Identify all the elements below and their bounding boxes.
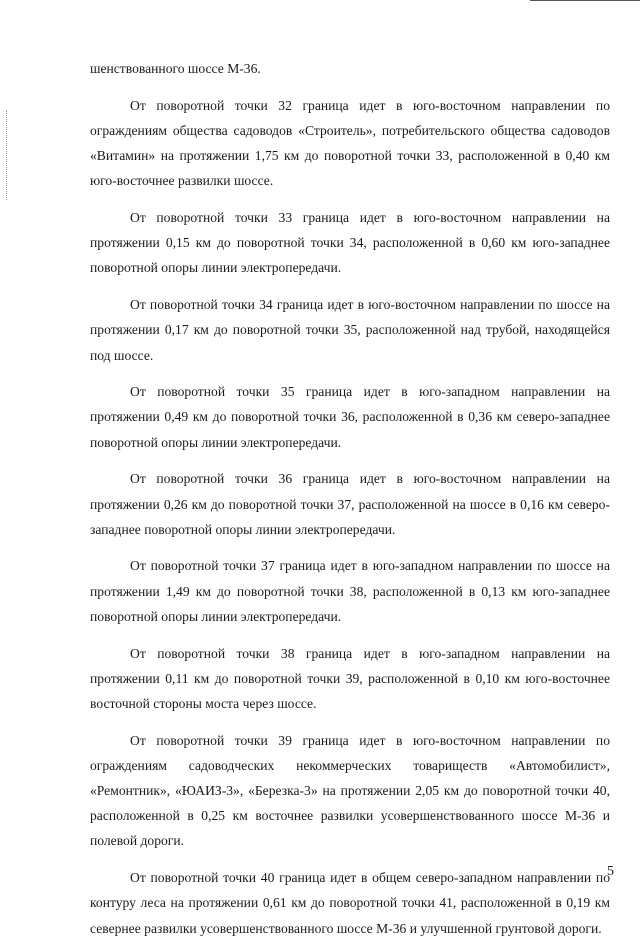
paragraph-point-38: От поворотной точки 38 граница идет в юго-западном направлении на протяжении 0,11 км до поворотной точки 39, расположенной в 0,10 км юго-восточнее восточной стороны моста через шоссе. (90, 645, 610, 711)
paragraph-point-33: От поворотной точки 33 граница идет в юго-восточном направлении на протяжении 0,15 км до поворотной точки 34, расположенной в 0,60 км юго-западнее поворотной опоры линии электропередачи. (90, 210, 610, 276)
paragraph-point-36: От поворотной точки 36 граница идет в юго-восточном направлении на протяжении 0,26 км до поворотной точки 37, расположенной на шоссе в 0,16 км северо-западнее поворотной опоры линии электропередачи. (90, 471, 610, 537)
paragraph-point-40: От поворотной точки 40 граница идет в общем северо-западном направлении по контуру леса на протяжении 0,61 км до поворотной точки 41, расположенной в 0,19 км севернее развилки усовершенствованного шоссе М-36 и улучшенной грунтовой дороги. (90, 870, 610, 936)
page-number: 5 (607, 864, 614, 879)
paragraph-point-35: От поворотной точки 35 граница идет в юго-западном направлении на протяжении 0,49 км до поворотной точки 36, расположенной в 0,36 км северо-западнее поворотной опоры линии электропередачи. (90, 384, 610, 450)
paragraph-continuation: шенствованного шоссе М-36. (90, 61, 261, 76)
paragraph-point-32: От поворотной точки 32 граница идет в юго-восточном направлении по ограждениям общества садоводов «Строитель», потребительского общества садоводов «Витамин» на протяжении 1,75 км до поворотной точки 33, расположенной в 0,40 км юго-восточнее развилки шоссе. (90, 97, 610, 189)
paragraph-point-39: От поворотной точки 39 граница идет в юго-восточном направлении по ограждениям садоводческих некоммерческих товариществ «Автомобилист», «Ремонтник», «ЮАИЗ-3», «Березка-3» на протяжении 2,05 км до поворотной точки 40, расположенной в 0,25 км восточнее развилки усовершенствованного шоссе М-36 и полевой дороги. (90, 732, 610, 849)
margin-dotted-line (6, 110, 7, 200)
paragraph-point-34: От поворотной точки 34 граница идет в юго-восточном направлении по шоссе на протяжении 0,17 км до поворотной точки 35, расположенной над трубой, находящейся под шоссе. (90, 297, 610, 363)
document-body (90, 56, 610, 952)
paragraph-point-37: От поворотной точки 37 граница идет в юго-западном направлении по шоссе на протяжении 1,49 км до поворотной точки 38, расположенной в 0,13 км юго-западнее поворотной опоры линии электропередачи. (90, 558, 610, 624)
header-rule (530, 0, 640, 1)
